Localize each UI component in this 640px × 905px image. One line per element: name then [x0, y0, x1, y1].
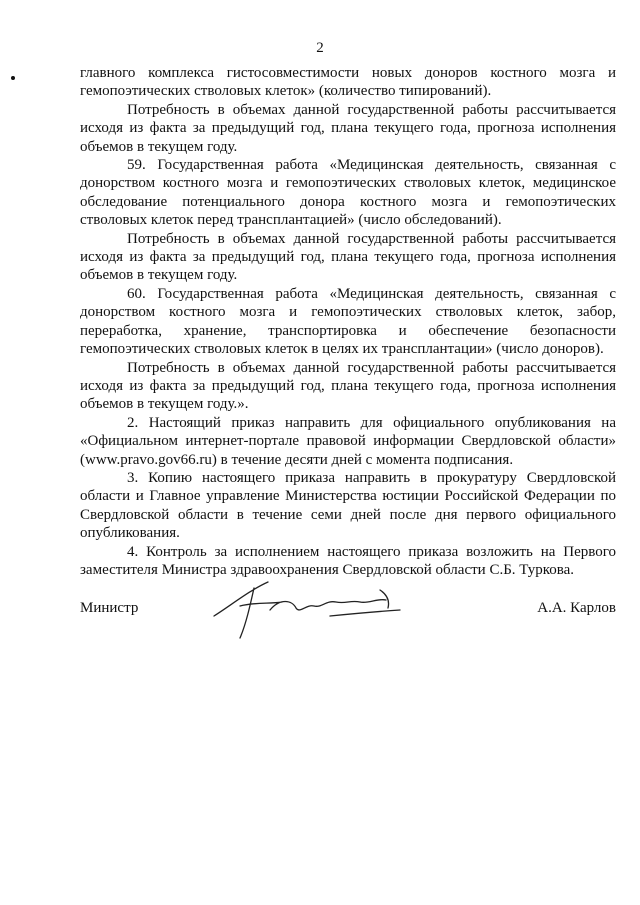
handwritten-signature — [210, 576, 430, 640]
signatory-name: А.А. Карлов — [537, 600, 616, 616]
signatory-title: Министр — [80, 600, 139, 616]
paragraph-item-2: 2. Настоящий приказ направить для официального опубликования на «Официальном интернет-портале правовой информации Свердловской области» (www.pravo.gov66.ru) в течение десяти дней с момента подписания. — [80, 414, 616, 468]
paragraph-item-3: 3. Копию настоящего приказа направить в прокуратуру Свердловской области и Главное управление Министерства юстиции Российской Федерации по Свердловской области в течение семи дней после дня первого официального опубликования. — [80, 469, 616, 542]
document-body — [80, 64, 616, 579]
paragraph-need-calc-1: Потребность в объемах данной государственной работы рассчитывается исходя из факта за предыдущий год, плана текущего года, прогноза исполнения объемов в текущем году. — [80, 101, 616, 155]
paragraph-item-59: 59. Государственная работа «Медицинская деятельность, связанная с донорством костного мозга и гемопоэтических стволовых клеток, медицинское обследование потенциального донора костного мозга и гемопоэтических стволовых клеток перед трансплантацией» (число обследований). — [80, 157, 616, 229]
paragraph-need-calc-3: Потребность в объемах данной государственной работы рассчитывается исходя из факта за предыдущий год, плана текущего года, прогноза исполнения объемов в текущем году.». — [80, 359, 616, 413]
paragraph-item-4: 4. Контроль за исполнением настоящего приказа возложить на Первого заместителя Министра здравоохранения Свердловской области С.Б. Туркова. — [80, 543, 616, 578]
margin-dot — [11, 76, 15, 80]
page-number: 2 — [316, 40, 324, 56]
paragraph-need-calc-2: Потребность в объемах данной государственной работы рассчитывается исходя из факта за предыдущий год, плана текущего года, прогноза исполнения объемов в текущем году. — [80, 230, 616, 284]
paragraph-item-60: 60. Государственная работа «Медицинская деятельность, связанная с донорством костного мозга и гемопоэтических стволовых клеток, забор, переработка, хранение, транспортировка и обеспечение безопасности гемопоэтических стволовых клеток в целях их трансплантации» (число доноров). — [80, 285, 616, 358]
paragraph-continuation: главного комплекса гистосовместимости новых доноров костного мозга и гемопоэтических стволовых клеток» (количество типирований). — [80, 65, 616, 100]
